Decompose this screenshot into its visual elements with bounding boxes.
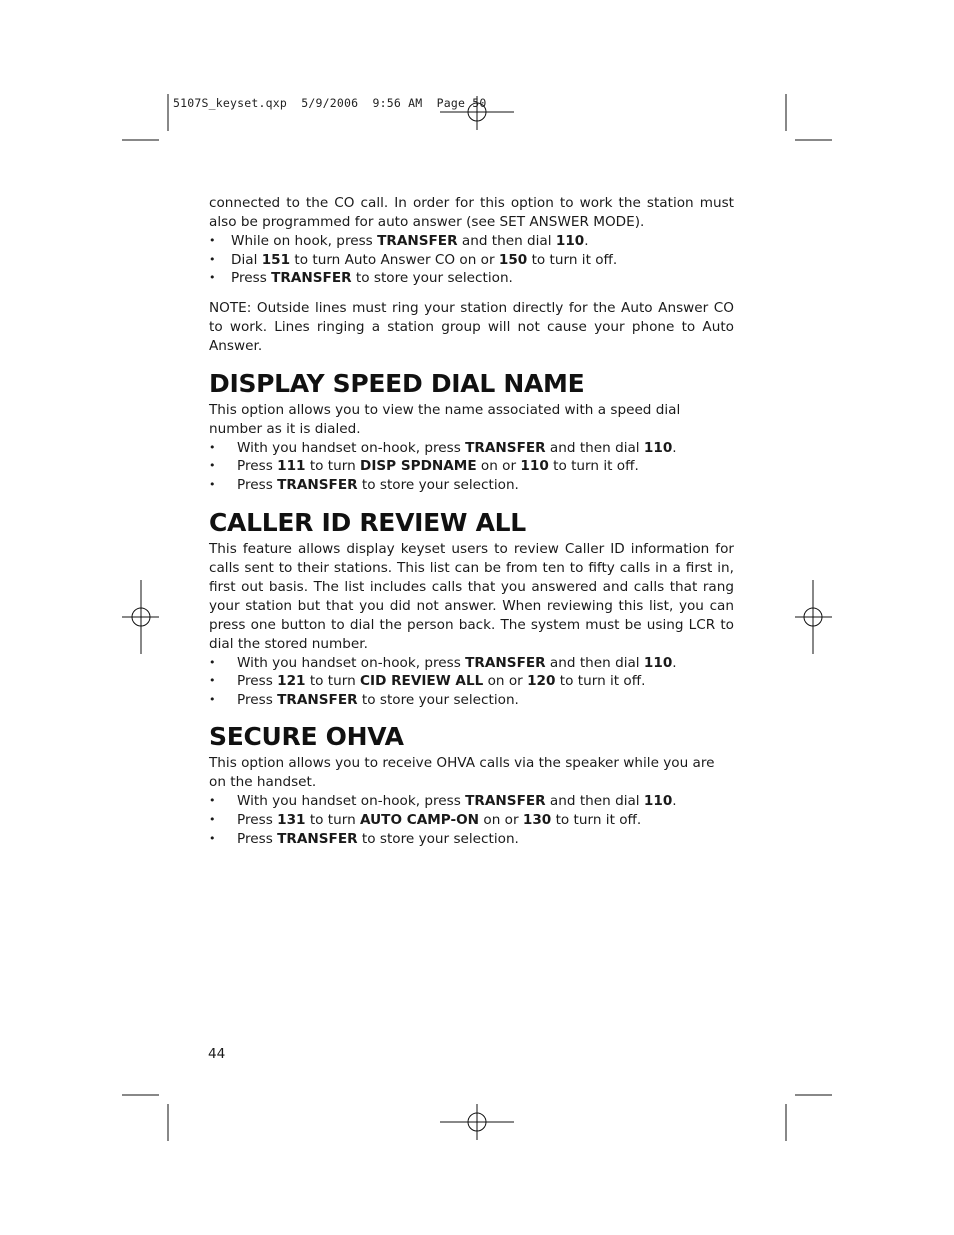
intro-paragraph: connected to the CO call. In order for this option to work the station must also be programmed for auto answer (see SET ANSWER MODE). bbox=[209, 195, 734, 230]
bullet-icon: • bbox=[209, 674, 216, 688]
registration-mark-left bbox=[122, 580, 159, 654]
list-item: • Press 121 to turn CID REVIEW ALL on or 120 to turn it off. bbox=[209, 673, 646, 690]
list-item: • With you handset on-hook, press TRANSFER and then dial 110. bbox=[209, 654, 677, 671]
bullet-icon: • bbox=[209, 234, 216, 247]
list-item: • Press 131 to turn AUTO CAMP-ON on or 130 to turn it off. bbox=[209, 811, 642, 828]
bullet-icon: • bbox=[209, 477, 216, 491]
section-description: This option allows you to receive OHVA calls via the speaker while you are on the handset. bbox=[209, 755, 715, 791]
list-item: • Press TRANSFER to store your selection. bbox=[209, 691, 519, 708]
bullet-icon: • bbox=[209, 271, 216, 285]
list-item: • Press TRANSFER to store your selection. bbox=[209, 270, 513, 287]
bullet-icon: • bbox=[209, 831, 216, 845]
list-item: • Press TRANSFER to store your selection. bbox=[209, 830, 519, 847]
section-heading-display-speed-dial-name: DISPLAY SPEED DIAL NAME bbox=[209, 368, 585, 398]
registration-mark-right bbox=[795, 580, 832, 654]
file-slug-line: 5107S_keyset.qxp 5/9/2006 9:56 AM Page 50 bbox=[173, 96, 487, 110]
list-item: • While on hook, press TRANSFER and then dial 110. bbox=[209, 233, 589, 249]
page-body bbox=[209, 194, 734, 848]
page-number: 44 bbox=[208, 1046, 226, 1062]
list-item: • Press TRANSFER to store your selection. bbox=[209, 476, 519, 493]
list-item: • With you handset on-hook, press TRANSFER and then dial 110. bbox=[209, 439, 677, 456]
section-steps bbox=[209, 654, 734, 710]
registration-mark-bottom bbox=[440, 1104, 514, 1140]
section-heading-caller-id-review-all: CALLER ID REVIEW ALL bbox=[209, 507, 526, 537]
list-item: • Dial 151 to turn Auto Answer CO on or 150 to turn it off. bbox=[209, 251, 618, 268]
section-steps bbox=[209, 439, 734, 495]
bullet-icon: • bbox=[209, 812, 216, 826]
bullet-icon: • bbox=[209, 655, 216, 669]
section-description: This feature allows display keyset users to review Caller ID information for calls sent to their stations. This list can be from ten to fifty calls in a first in, first out basis. The list includes calls that you answered and calls that rang your station but that you did not answer. When reviewing this list, you can press one button to dial the person back. The system must be using LCR to dial the stored number. bbox=[209, 540, 734, 652]
section-heading-secure-ohva: SECURE OHVA bbox=[209, 722, 404, 752]
bullet-icon: • bbox=[209, 252, 216, 266]
list-item: • With you handset on-hook, press TRANSFER and then dial 110. bbox=[209, 793, 677, 810]
list-item: • Press 111 to turn DISP SPDNAME on or 110 to turn it off. bbox=[209, 458, 639, 475]
bullet-icon: • bbox=[209, 459, 216, 473]
bullet-icon: • bbox=[209, 692, 216, 706]
bullet-icon: • bbox=[209, 440, 216, 454]
section-steps bbox=[209, 792, 734, 848]
note-paragraph: NOTE: Outside lines must ring your station directly for the Auto Answer CO to work. Lines ringing a station group will not cause your phone to Auto Answer. bbox=[209, 299, 734, 354]
bullet-icon: • bbox=[209, 794, 216, 808]
section-description: This option allows you to view the name associated with a speed dial number as it is dialed. bbox=[209, 401, 681, 437]
intro-steps bbox=[209, 232, 734, 288]
